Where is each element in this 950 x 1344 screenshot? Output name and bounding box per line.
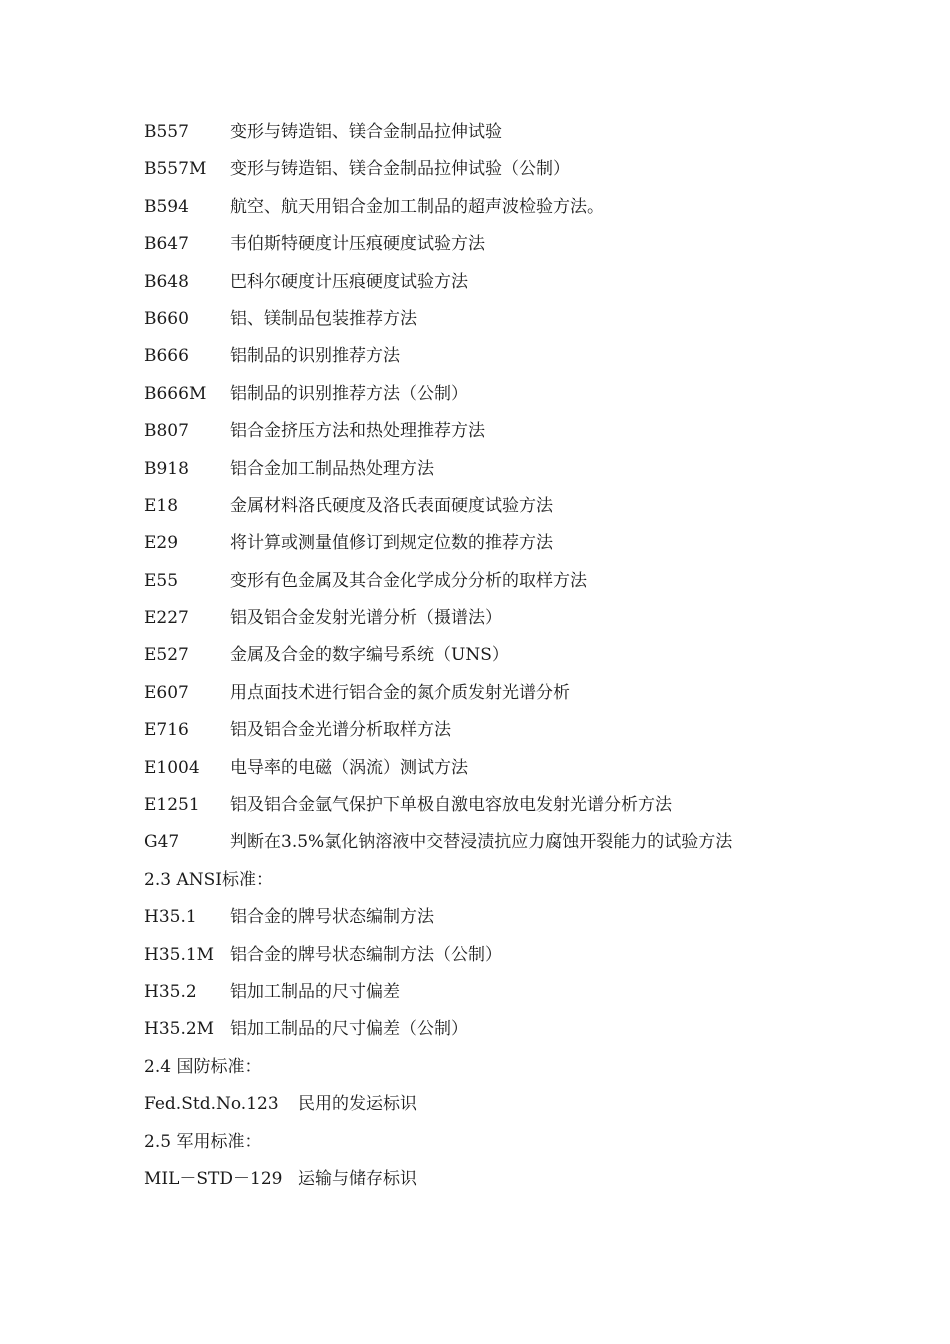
standard-code: B666 [144, 346, 189, 367]
standard-code: H35.1M [144, 944, 215, 965]
list-item [144, 1086, 864, 1123]
standard-title: 金属材料洛氏硬度及洛氏表面硬度试验方法 [230, 495, 553, 516]
standard-code: MIL－STD－129 [144, 1168, 283, 1189]
section-heading-text: 2.4 国防标准： [144, 1056, 262, 1077]
list-item [144, 488, 864, 525]
standard-title: 铝及铝合金氩气保护下单极自激电容放电发射光谱分析方法 [230, 795, 672, 816]
standard-title: 巴科尔硬度计压痕硬度试验方法 [230, 271, 468, 292]
standard-code: H35.2 [144, 981, 197, 1002]
list-item [144, 712, 864, 749]
standard-code: E55 [144, 570, 179, 591]
list-item [144, 787, 864, 824]
standard-code: E607 [144, 682, 189, 703]
standard-code: B660 [144, 308, 189, 329]
standard-code: E527 [144, 645, 189, 666]
list-item [144, 637, 864, 674]
standard-title: 铝制品的识别推荐方法 [230, 346, 400, 367]
section-heading-text: 2.3 ANSI标准： [144, 869, 273, 890]
standard-code: E1004 [144, 757, 200, 778]
section-heading-defense [144, 1049, 864, 1086]
standard-code: H35.2M [144, 1019, 215, 1040]
standard-code: B647 [144, 234, 189, 255]
standard-code: B557M [144, 159, 207, 180]
list-item [144, 226, 864, 263]
list-item [144, 974, 864, 1011]
standard-title: 将计算或测量值修订到规定位数的推荐方法 [230, 533, 553, 554]
standard-code: G47 [144, 832, 180, 853]
standard-code: Fed.Std.No.123 [144, 1094, 279, 1115]
section-heading-ansi [144, 862, 864, 899]
standard-title: 铝制品的识别推荐方法（公制） [230, 383, 468, 404]
list-item [144, 824, 864, 861]
standard-title: 铝合金的牌号状态编制方法（公制） [230, 944, 502, 965]
section-heading-text: 2.5 军用标准： [144, 1131, 262, 1152]
list-item [144, 264, 864, 301]
list-item [144, 1011, 864, 1048]
standard-title: 航空、航天用铝合金加工制品的超声波检验方法。 [230, 196, 604, 217]
standard-title: 铝、镁制品包装推荐方法 [230, 308, 417, 329]
list-item [144, 114, 864, 151]
list-item [144, 899, 864, 936]
standard-title: 变形与铸造铝、镁合金制品拉伸试验（公制） [230, 159, 570, 180]
standard-code: H35.1 [144, 907, 197, 928]
list-item [144, 338, 864, 375]
standard-title: 判断在3.5%氯化钠溶液中交替浸渍抗应力腐蚀开裂能力的试验方法 [230, 832, 733, 853]
standard-code: B557 [144, 122, 189, 142]
standard-title: 铝加工制品的尺寸偏差 [230, 981, 400, 1002]
standard-title: 运输与储存标识 [298, 1168, 417, 1189]
list-item [144, 189, 864, 226]
standard-title: 金属及合金的数字编号系统（UNS） [230, 645, 509, 666]
standard-code: E227 [144, 608, 189, 629]
list-item [144, 413, 864, 450]
standard-code: B807 [144, 421, 189, 442]
standard-title: 铝加工制品的尺寸偏差（公制） [230, 1019, 468, 1040]
list-item [144, 151, 864, 188]
standard-code: B666M [144, 383, 207, 404]
standard-code: E18 [144, 495, 179, 516]
list-item [144, 600, 864, 637]
standard-title: 韦伯斯特硬度计压痕硬度试验方法 [230, 234, 485, 255]
standard-title: 用点面技术进行铝合金的氮介质发射光谱分析 [230, 682, 570, 703]
standard-title: 铝合金的牌号状态编制方法 [230, 907, 434, 928]
standard-title: 铝合金加工制品热处理方法 [230, 458, 434, 479]
standard-code: B648 [144, 271, 189, 292]
standard-code: E1251 [144, 795, 200, 816]
list-item [144, 675, 864, 712]
list-item [144, 563, 864, 600]
list-item [144, 301, 864, 338]
standard-title: 铝及铝合金发射光谱分析（摄谱法） [230, 608, 502, 629]
standard-title: 铝合金挤压方法和热处理推荐方法 [230, 421, 485, 442]
standard-title: 铝及铝合金光谱分析取样方法 [230, 720, 451, 741]
standard-code: E716 [144, 720, 189, 741]
standard-code: B918 [144, 458, 189, 479]
standards-list [144, 114, 864, 1198]
list-item [144, 937, 864, 974]
list-item [144, 451, 864, 488]
list-item [144, 525, 864, 562]
section-heading-military [144, 1124, 864, 1161]
list-item [144, 750, 864, 787]
standard-title: 民用的发运标识 [298, 1094, 417, 1115]
standard-title: 变形有色金属及其合金化学成分分析的取样方法 [230, 570, 587, 591]
standard-title: 电导率的电磁（涡流）测试方法 [230, 757, 468, 778]
standard-code: E29 [144, 533, 179, 554]
standard-title: 变形与铸造铝、镁合金制品拉伸试验 [230, 122, 502, 142]
list-item [144, 1161, 864, 1198]
list-item [144, 376, 864, 413]
standard-code: B594 [144, 196, 189, 217]
